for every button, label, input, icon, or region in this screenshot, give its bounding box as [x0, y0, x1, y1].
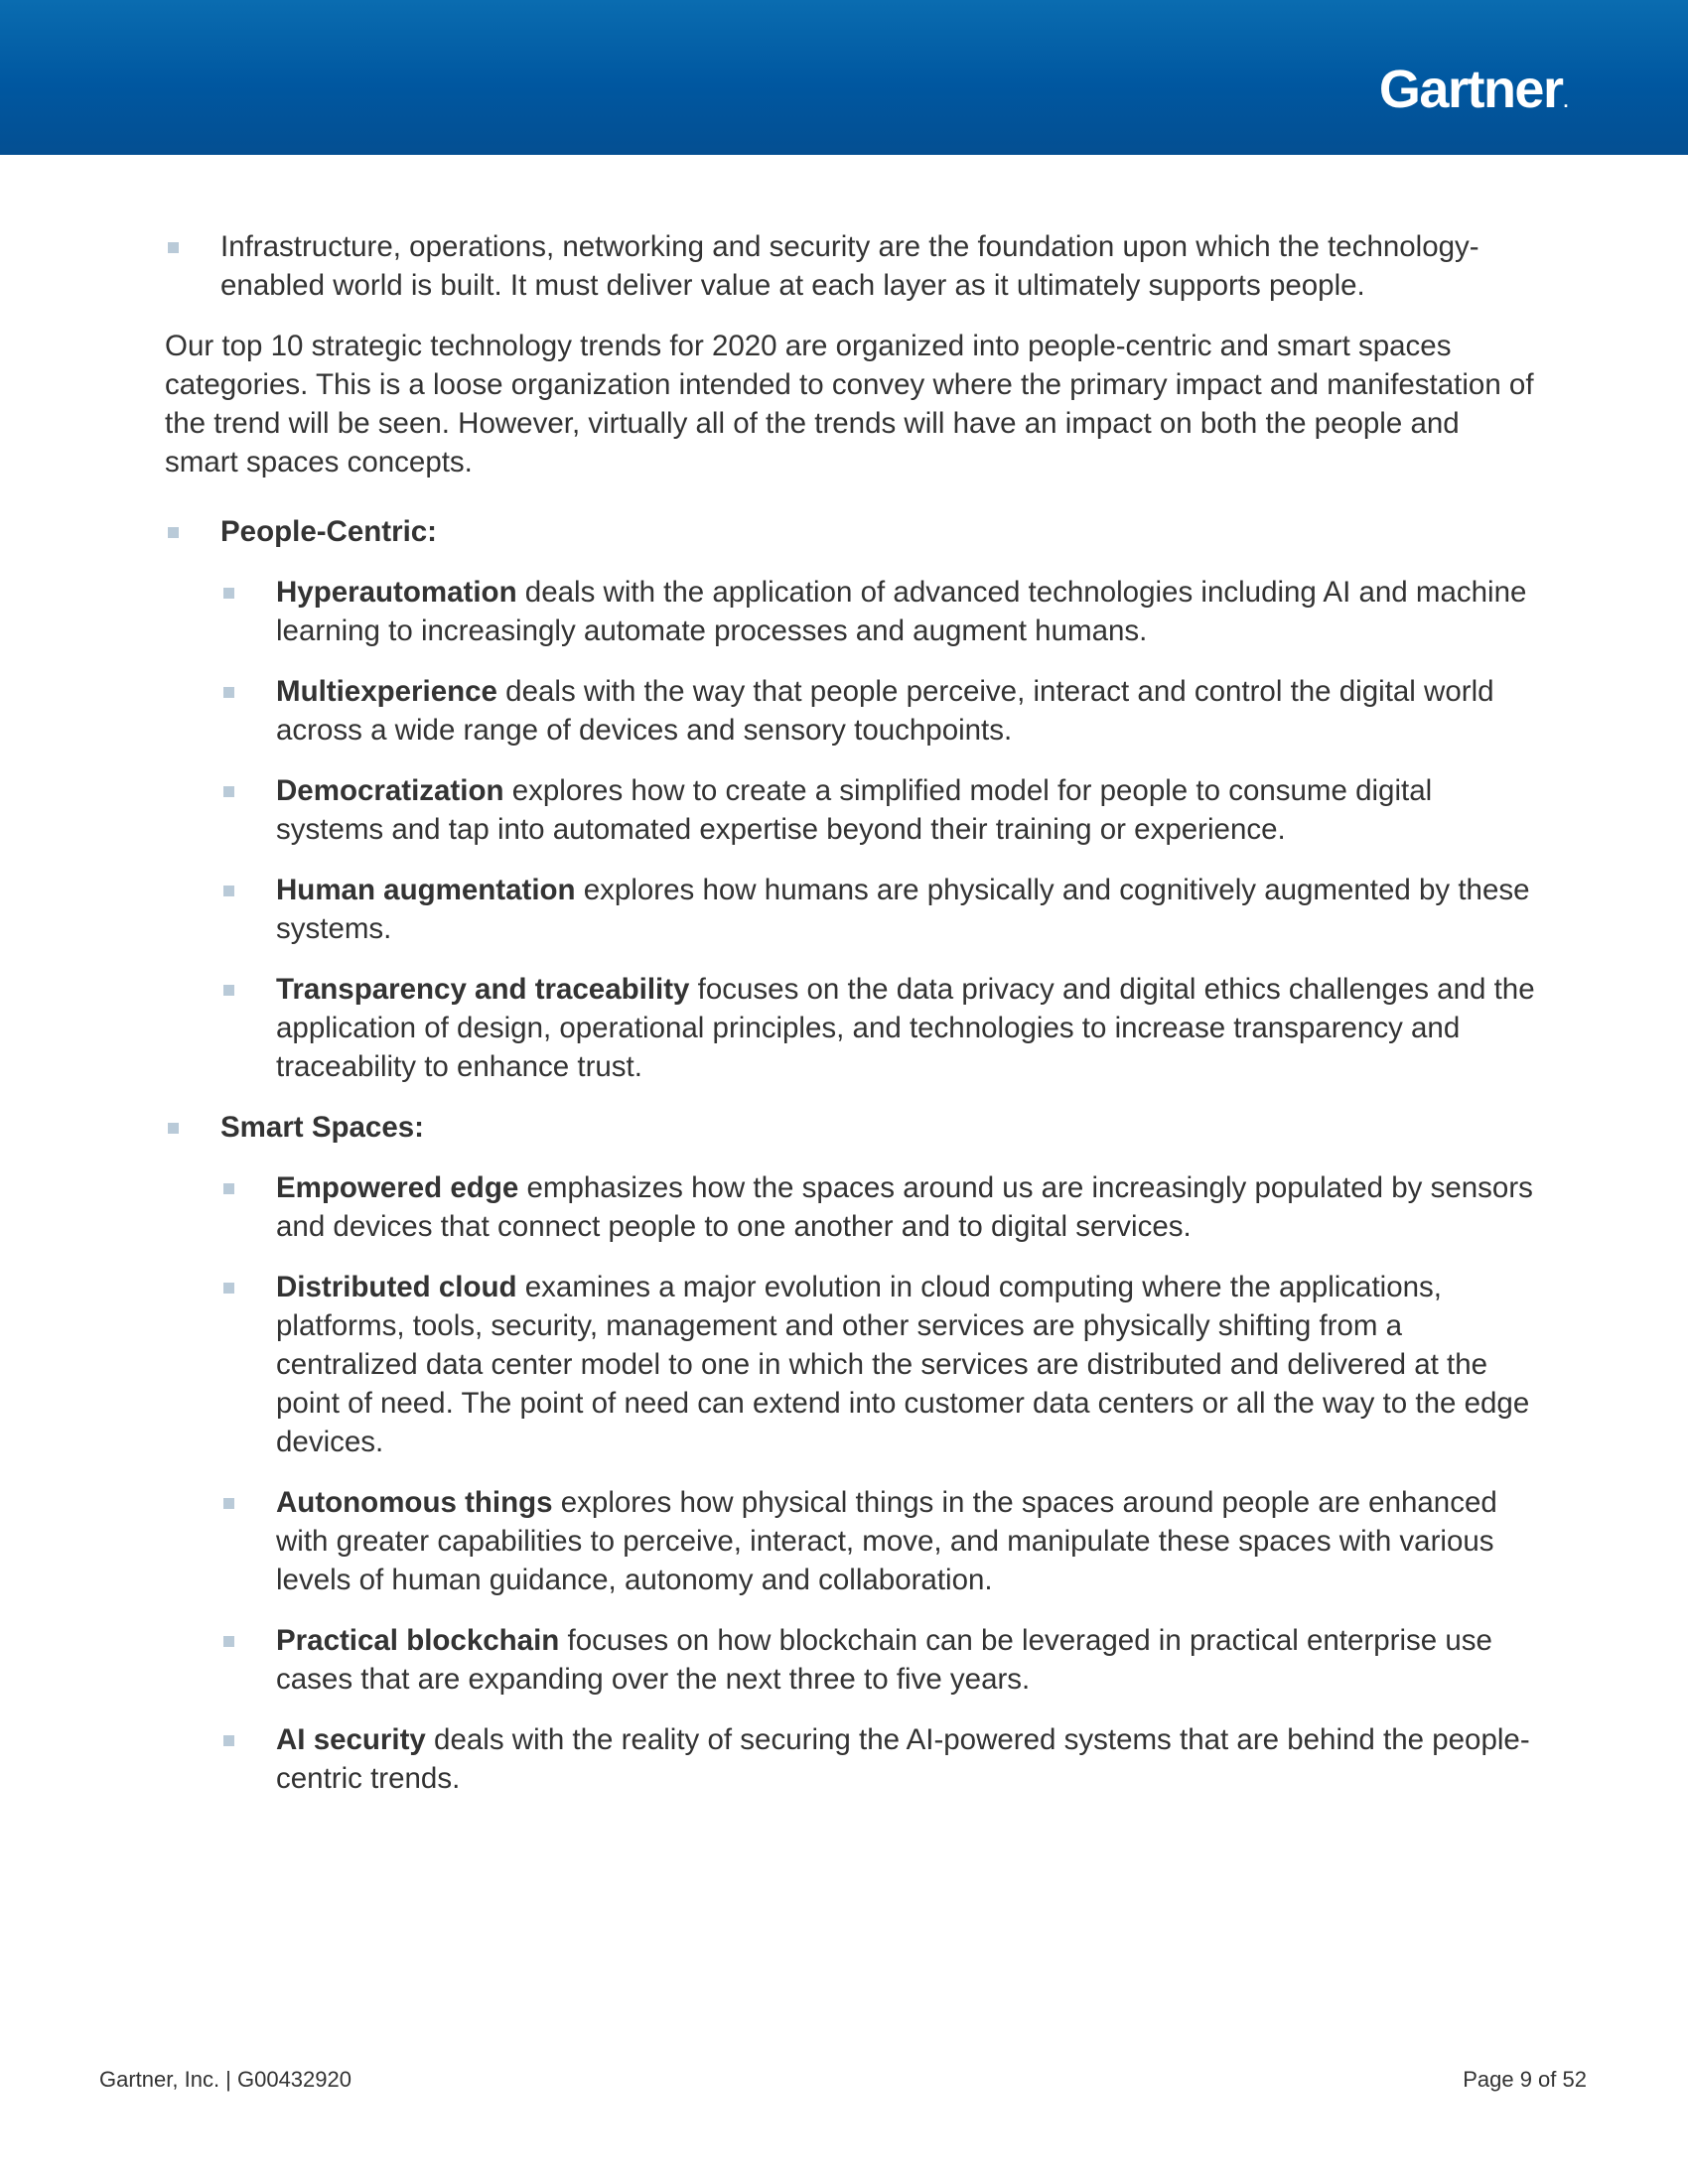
trend-description: explores how physical things in the spaces around people are enhanced with greater capabilities to perceive, interact, move, and manipulate these spaces with various levels of human guidance, autonomy and collaboration.: [276, 1486, 1497, 1596]
intro-paragraph: Our top 10 strategic technology trends for 2020 are organized into people-centric and smart spaces categories. This is a loose organization intended to convey where the primary impact and manifestation of the trend will be seen. However, virtually all of the trends will have an impact on both the people and smart spaces concepts.: [165, 330, 1534, 478]
page-header: [0, 0, 1688, 155]
trend-term: AI security: [276, 1723, 426, 1756]
bullet-square-icon: [223, 1283, 234, 1294]
bullet-square-icon: [168, 527, 179, 538]
trend-term: Human augmentation: [276, 874, 576, 906]
trend-term: Autonomous things: [276, 1486, 553, 1519]
list-item: [165, 871, 1535, 948]
bullet-square-icon: [223, 1183, 234, 1194]
intro-bullet-text: Infrastructure, operations, networking and security are the foundation upon which the technology-enabled world is built. It must deliver value at each layer as it ultimately supports people.: [220, 230, 1479, 302]
trend-term: Hyperautomation: [276, 576, 517, 609]
list-item: [165, 1268, 1535, 1461]
footer-document-id: Gartner, Inc. | G00432920: [99, 2067, 352, 2092]
trend-description: explores how to create a simplified model for people to consume digital systems and tap into automated expertise beyond their training or experience.: [276, 774, 1433, 846]
trend-description: examines a major evolution in cloud computing where the applications, platforms, tools, security, management and other services are physically shifting from a centralized data center model to one in which the services are distributed and delivered at the point of need. The point of need can extend into customer data centers or all the way to the edge devices.: [276, 1271, 1530, 1458]
trend-description: deals with the application of advanced technologies including AI and machine learning to increasingly automate processes and augment humans.: [276, 576, 1527, 647]
trend-term: Transparency and traceability: [276, 973, 690, 1006]
section-heading: Smart Spaces:: [220, 1111, 424, 1144]
list-item: [165, 970, 1535, 1086]
trend-term: Multiexperience: [276, 675, 497, 708]
bullet-square-icon: [223, 786, 234, 797]
trend-description: explores how humans are physically and cognitively augmented by these systems.: [276, 874, 1530, 945]
trend-term: Empowered edge: [276, 1171, 519, 1204]
intro-bullet: [165, 227, 1535, 305]
list-item: [165, 1483, 1535, 1599]
bullet-square-icon: [223, 687, 234, 698]
logo-dot: .: [1563, 91, 1567, 111]
list-item: [165, 1168, 1535, 1246]
list-item: [165, 1621, 1535, 1699]
list-item: [165, 771, 1535, 849]
list-item: [165, 573, 1535, 650]
trend-description: emphasizes how the spaces around us are increasingly populated by sensors and devices that connect people to one another and to digital services.: [276, 1171, 1533, 1243]
bullet-square-icon: [223, 886, 234, 896]
smart-spaces-heading: [165, 1108, 1535, 1147]
bullet-square-icon: [223, 1636, 234, 1647]
bullet-square-icon: [223, 1735, 234, 1746]
trend-description: focuses on how blockchain can be leveraged in practical enterprise use cases that are expanding over the next three to five years.: [276, 1624, 1492, 1696]
bullet-square-icon: [223, 1498, 234, 1509]
bullet-square-icon: [223, 985, 234, 996]
people-centric-heading: [165, 512, 1535, 551]
document-body: [165, 227, 1535, 1820]
bullet-square-icon: [223, 588, 234, 599]
list-item: [165, 1720, 1535, 1798]
logo-text: Gartner: [1378, 60, 1563, 119]
list-item: [165, 672, 1535, 750]
trend-term: Practical blockchain: [276, 1624, 560, 1657]
section-heading: People-Centric:: [220, 515, 438, 548]
gartner-logo: [1379, 60, 1567, 131]
bullet-square-icon: [168, 242, 179, 253]
footer-page-number: Page 9 of 52: [1463, 2067, 1587, 2092]
trend-term: Democratization: [276, 774, 504, 807]
bullet-square-icon: [168, 1123, 179, 1134]
trend-description: focuses on the data privacy and digital ethics challenges and the application of design, operational principles, and technologies to increase transparency and traceability to enhance trust.: [276, 973, 1535, 1083]
trend-term: Distributed cloud: [276, 1271, 517, 1303]
trend-description: deals with the reality of securing the AI-powered systems that are behind the people-centric trends.: [276, 1723, 1530, 1795]
trend-description: deals with the way that people perceive, interact and control the digital world across a wide range of devices and sensory touchpoints.: [276, 675, 1494, 747]
